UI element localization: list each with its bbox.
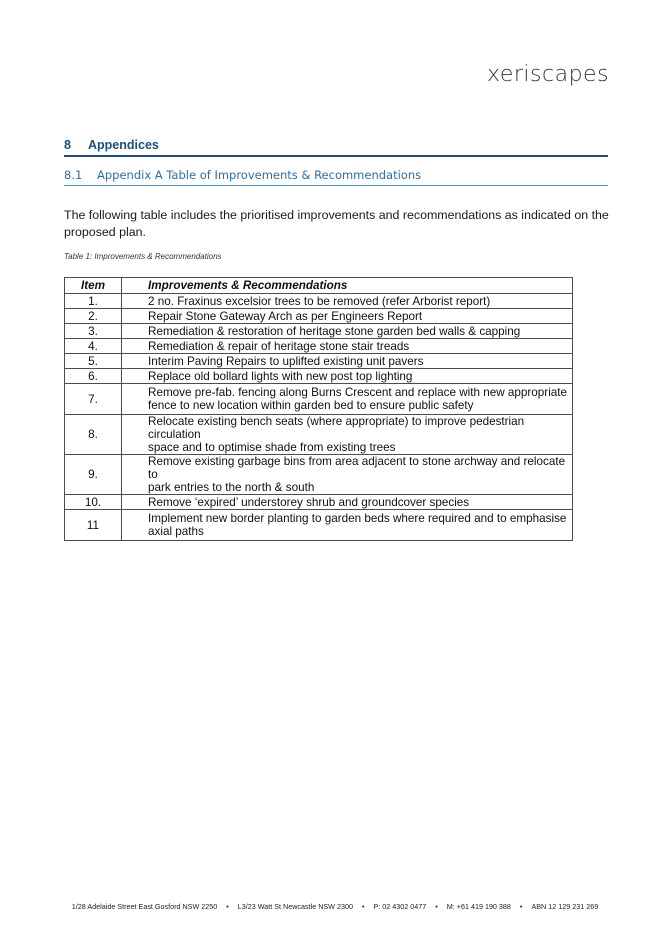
table-row xyxy=(65,309,573,324)
item-number-cell: 4. xyxy=(65,339,122,354)
recommendation-line: Replace old bollard lights with new post top lighting xyxy=(148,369,413,383)
item-number-cell: 2. xyxy=(65,309,122,324)
company-logo: xeriscapes xyxy=(487,62,610,87)
footer-separator: • xyxy=(361,902,365,911)
recommendation-cell xyxy=(122,495,573,510)
recommendation-line: Remove existing garbage bins from area adjacent to stone archway and relocate to xyxy=(148,455,566,481)
recommendation-line: fence to new location within garden bed to ensure public safety xyxy=(148,399,474,412)
recommendation-cell xyxy=(122,455,573,495)
footer-separator: • xyxy=(435,902,438,911)
subsection-number: 8.1 xyxy=(64,168,83,182)
footer xyxy=(0,902,670,911)
recommendation-line: Remediation & restoration of heritage stone garden bed walls & capping xyxy=(148,324,521,338)
item-number-cell: 3. xyxy=(65,324,122,339)
recommendation-line: 2 no. Fraxinus excelsior trees to be removed (refer Arborist report) xyxy=(148,294,491,308)
footer-abn: ABN 12 129 231 269 xyxy=(531,902,599,911)
item-number-cell: 10. xyxy=(65,495,122,510)
table-header-row xyxy=(65,278,573,294)
recommendation-line: Interim Paving Repairs to uplifted existing unit pavers xyxy=(148,354,424,368)
recommendation-line: park entries to the north & south xyxy=(148,481,315,494)
recommendation-cell xyxy=(122,309,573,324)
recommendation-cell xyxy=(122,339,573,354)
table-row xyxy=(65,384,573,415)
recommendation-line: Implement new border planting to garden beds where required and to emphasise xyxy=(148,512,567,525)
recommendation-line: Repair Stone Gateway Arch as per Engineers Report xyxy=(148,309,423,323)
table-row xyxy=(65,455,573,495)
item-number-cell: 7. xyxy=(65,384,122,415)
table-row xyxy=(65,354,573,369)
recommendation-line: Remove pre-fab. fencing along Burns Crescent and replace with new appropriate xyxy=(148,386,568,399)
recommendation-line: axial paths xyxy=(148,525,204,538)
item-number-cell: 11 xyxy=(65,510,122,541)
item-number-cell: 5. xyxy=(65,354,122,369)
recommendation-cell xyxy=(122,369,573,384)
recommendation-cell xyxy=(122,354,573,369)
recommendation-cell xyxy=(122,324,573,339)
table-row xyxy=(65,510,573,541)
footer-separator: • xyxy=(519,902,523,911)
recommendation-cell xyxy=(122,294,573,309)
recommendation-cell xyxy=(122,510,573,541)
subsection-title: Appendix A Table of Improvements & Recommendations xyxy=(97,168,422,182)
table-row xyxy=(65,294,573,309)
table-row xyxy=(65,369,573,384)
item-number-cell: 8. xyxy=(65,415,122,455)
subsection-heading xyxy=(64,168,608,186)
section-heading xyxy=(64,138,608,157)
recommendation-line: space and to optimise shade from existing trees xyxy=(148,441,396,454)
table-row xyxy=(65,495,573,510)
footer-address-gosford: 1/28 Adelaide Street East Gosford NSW 2250 xyxy=(71,902,218,911)
recommendation-line: Remediation & repair of heritage stone stair treads xyxy=(148,339,410,353)
improvements-table xyxy=(64,277,573,541)
intro-paragraph: The following table includes the prioritised improvements and recommendations as indicated on the proposed plan. xyxy=(64,208,609,239)
item-number-cell: 6. xyxy=(65,369,122,384)
table-row xyxy=(65,324,573,339)
header-improvements: Improvements & Recommendations xyxy=(122,278,573,294)
footer-phone: P: 02 4302 0477 xyxy=(373,902,427,911)
recommendation-line: Remove ‘expired’ understorey shrub and groundcover species xyxy=(148,495,470,509)
footer-address-newcastle: L3/23 Watt St Newcastle NSW 2300 xyxy=(237,902,353,911)
table-row xyxy=(65,339,573,354)
item-number-cell: 9. xyxy=(65,455,122,495)
table-caption: Table 1: Improvements & Recommendations xyxy=(64,252,222,261)
table-body xyxy=(65,294,573,541)
recommendation-line: Relocate existing bench seats (where appropriate) to improve pedestrian circulation xyxy=(148,415,525,441)
section-number: 8 xyxy=(64,138,71,152)
header-item: Item xyxy=(65,278,122,294)
footer-separator: • xyxy=(226,902,229,911)
recommendation-cell xyxy=(122,384,573,415)
recommendation-cell xyxy=(122,415,573,455)
table-row xyxy=(65,415,573,455)
section-title: Appendices xyxy=(88,138,159,152)
footer-mobile: M: +61 419 190 388 xyxy=(446,902,511,911)
item-number-cell: 1. xyxy=(65,294,122,309)
